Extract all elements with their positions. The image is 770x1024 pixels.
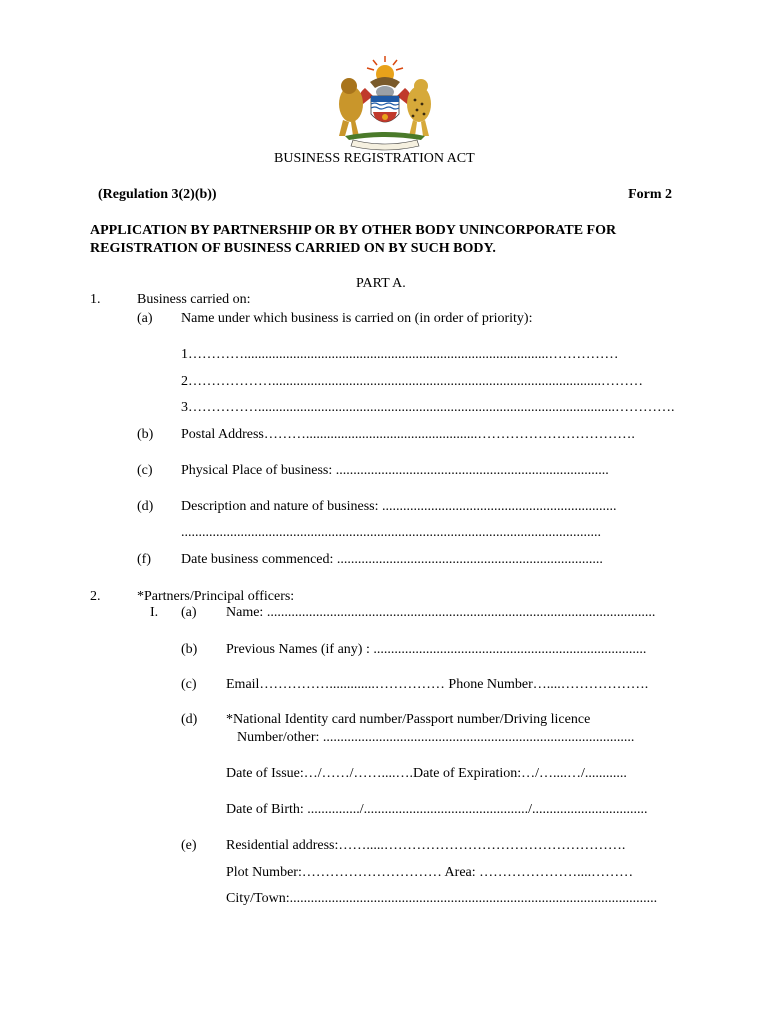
officer-marker: I. [150,605,159,620]
shield [371,96,399,122]
act-title: BUSINESS REGISTRATION ACT [274,151,475,166]
plot-area-field[interactable]: Plot Number:………………………… Area: …………………....……… [226,865,634,880]
officer-name-field[interactable]: Name: ............................................................................................................... [226,605,656,620]
form-number: Form 2 [628,187,672,202]
section1-d-marker: (d) [137,499,154,514]
id-number-label: *National Identity card number/Passport number/Driving licence [226,712,591,727]
section2-d-marker: (d) [181,712,198,727]
email-phone-field[interactable]: Email…………….............…………… Phone Number…....………………. [226,677,649,692]
section2-e-marker: (e) [181,838,197,853]
section2-a-marker: (a) [181,605,197,620]
section1-c-marker: (c) [137,463,153,478]
application-title-line1: APPLICATION BY PARTNERSHIP OR BY OTHER BODY UNINCORPORATE FOR [90,223,617,238]
coat-of-arms-emblem [325,52,445,152]
date-of-issue-field[interactable]: Date of Issue:…/……/……....….Date of Expiration:…/…....…/............ [226,766,627,781]
regulation-reference: (Regulation 3(2)(b)) [98,187,217,202]
business-name-label: Name under which business is carried on (in order of priority): [181,311,533,326]
business-description-field[interactable]: Description and nature of business: ................................................................... [181,499,617,514]
date-commenced-field[interactable]: Date business commenced: ............................................................................ [181,552,603,567]
section1-title: Business carried on: [137,292,251,307]
leopard-supporter [407,79,431,136]
business-name-field-2[interactable]: 2………………..............................................................................................……… [181,374,643,389]
motto-scroll [351,140,419,150]
lion-supporter [339,78,363,136]
physical-place-field[interactable]: Physical Place of business: .............................................................................. [181,463,609,478]
previous-names-field[interactable]: Previous Names (if any) : .............................................................................. [226,642,647,657]
section2-b-marker: (b) [181,642,198,657]
postal-address-field[interactable]: Postal Address……….................................................……………………………. [181,427,635,442]
section2-c-marker: (c) [181,677,197,692]
section2-title: *Partners/Principal officers: [137,589,295,604]
id-number-field[interactable]: Number/other: ......................................................................................... [237,730,635,745]
application-title [90,222,680,258]
section1-number: 1. [90,292,101,307]
part-heading: PART A. [356,276,406,291]
city-town-field[interactable]: City/Town:......................................................................................................... [226,891,658,906]
residential-address-field[interactable]: Residential address:…….....……………………………………………. [226,838,626,853]
business-name-field-1[interactable]: 1………….......................................................................................…………… [181,347,619,362]
application-title-line2: REGISTRATION OF BUSINESS CARRIED ON BY SUCH BODY. [90,241,496,256]
date-of-birth-field[interactable]: Date of Birth: .............../.............................................../................................. [226,802,648,817]
section1-a-marker: (a) [137,311,153,326]
section1-b-marker: (b) [137,427,154,442]
section1-f-marker: (f) [137,552,151,567]
section2-number: 2. [90,589,101,604]
business-name-field-3[interactable]: 3……………......................................................................................................…………. [181,400,675,415]
business-description-continuation[interactable]: ........................................................................................................................ [181,525,601,540]
